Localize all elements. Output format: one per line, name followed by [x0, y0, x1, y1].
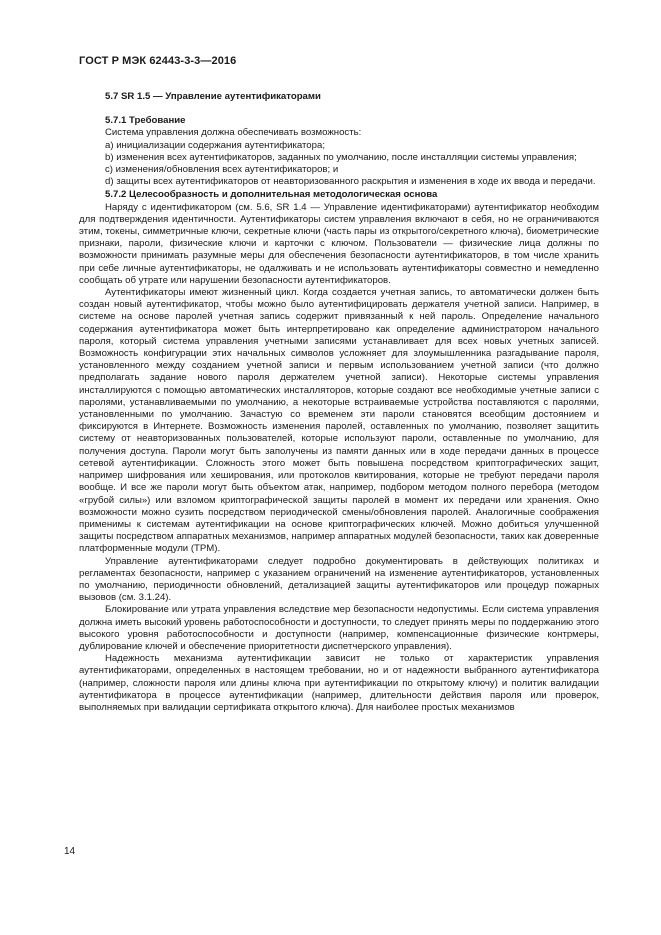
- subsection-heading-5-7-2: 5.7.2 Целесообразность и дополнительная методологическая основа: [105, 189, 438, 201]
- section-heading-5-7: 5.7 SR 1.5 — Управление аутентификаторами: [105, 91, 321, 102]
- paragraph: Наряду с идентификатором (см. 5.6, SR 1.4 — Управление идентификаторами) аутентификатор необходим для подтверждения идентичности. Аутентификаторы систем управления включают в себя, но не ограничиваются этим, токены, симметричные ключи, секретные ключи (часть пары из открытого/секретного ключа), биометрические признаки, пароли, физические ключи и карточки с ключом. Пользователи — физические лица должны по возможности принимать разумные меры для обеспечения безопасности аутентификаторов, в том числе хранить при себе личные аутентификаторы, не одалживать и не использовать аутентификаторы совместно и немедленно сообщать об утрате или нарушении безопасности аутентификаторов.: [79, 201, 599, 286]
- list-item-d: d) защиты всех аутентификаторов от неавторизованного раскрытия и изменения в ходе их ввода и передачи.: [105, 176, 596, 188]
- document-header: ГОСТ Р МЭК 62443-3-3—2016: [79, 55, 237, 67]
- list-item-c: c) изменения/обновления всех аутентификаторов; и: [105, 164, 339, 176]
- subsection-heading-5-7-1: 5.7.1 Требование: [105, 115, 186, 127]
- paragraph: Аутентификаторы имеют жизненный цикл. Когда создается учетная запись, то автоматически должен быть создан новый аутентификатор, чтобы можно было аутентифицировать держателя учетной записи. Например, в системе на основе паролей учетная запись содержит привязанный к ней пароль. Определение начального содержания аутентификатора может быть интерпретировано как определение администратором начального пароля, который система управления учетными записями устанавливает для всех новых учетных записей. Возможность конфигурации этих начальных символов усложняет для злоумышленника разгадывание пароля, установленного между созданием учетной записи и первым использованием учетной записи (что должно предполагать задание нового пароля держателем учетной записи). Некоторые системы управления инсталлируются с помощью автоматических инсталляторов, которые создают все необходимые учетные записи с паролями, устанавливаемыми по умолчанию, а некоторые встраиваемые устройства поставляются с паролями, установленными по умолчанию. Зачастую со временем эти пароли становятся всеобщим достоянием и фиксируются в Интернете. Возможность изменения паролей, оставленных по умолчанию, позволяет защитить систему от неавторизованных пользователей, которые используют пароли, оставленные по умолчанию, для получения доступа. Пароли могут быть заполучены из памяти данных или в ходе передачи данных в процессе сетевой аутентификации. Сложность этого может быть повышена посредством криптографических защит, например шифрования или хеширования, или протоколов квитирования, которые не требуют передачи пароля вообще. И все же пароли могут быть объектом атак, например, подбором методом полного перебора (методом «грубой силы») или взломом криптографической защиты паролей в момент их передачи или хранения. Окно возможности можно сузить посредством периодической смены/обновления паролей. Аналогичные соображения применимы к системам аутентификации на основе криптографических ключей. Можно добиться улучшенной защиты посредством аппаратных механизмов, например аппаратных модулей безопасности, таких как доверенные платформенные модули (TPM).: [79, 287, 599, 555]
- paragraph: Блокирование или утрата управления вследствие мер безопасности недопустимы. Если система управления должна иметь высокий уровень работоспособности и доступности, то следует принять меры по поддержанию этого высокого уровня работоспособности и доступности (например, компенсационные физические контрмеры, дублирование ключей и обеспечение приоритетности диспетчерского управления).: [79, 604, 599, 652]
- paragraph: Надежность механизма аутентификации зависит не только от характеристик управления аутентификаторами, определенных в настоящем требовании, но и от надежности выбранного аутентификатора (например, сложности пароля или длины ключа при аутентификации по открытому ключу) и политик валидации аутентификатора в процессе аутентификации (например, длительности действия пароля или проверок, выполняемых при валидации сертификата открытого ключа). Для наиболее простых механизмов: [79, 653, 599, 713]
- paragraph: Управление аутентификаторами следует подробно документировать в действующих политиках и регламентах безопасности, например с указанием ограничений на изменение аутентификаторов, установленных по умолчанию, периодичности обновлений, детализацией защиты аутентификаторов или процедур пожарных вызовов (см. 3.1.24).: [79, 555, 599, 604]
- list-item-a: a) инициализации содержания аутентификатора;: [105, 139, 325, 151]
- paragraph: Система управления должна обеспечивать возможность:: [105, 127, 362, 139]
- document-body: [79, 91, 599, 714]
- list-item-b: b) изменения всех аутентификаторов, заданных по умолчанию, после инсталляции системы управления;: [105, 151, 577, 163]
- page-number: 14: [64, 846, 76, 857]
